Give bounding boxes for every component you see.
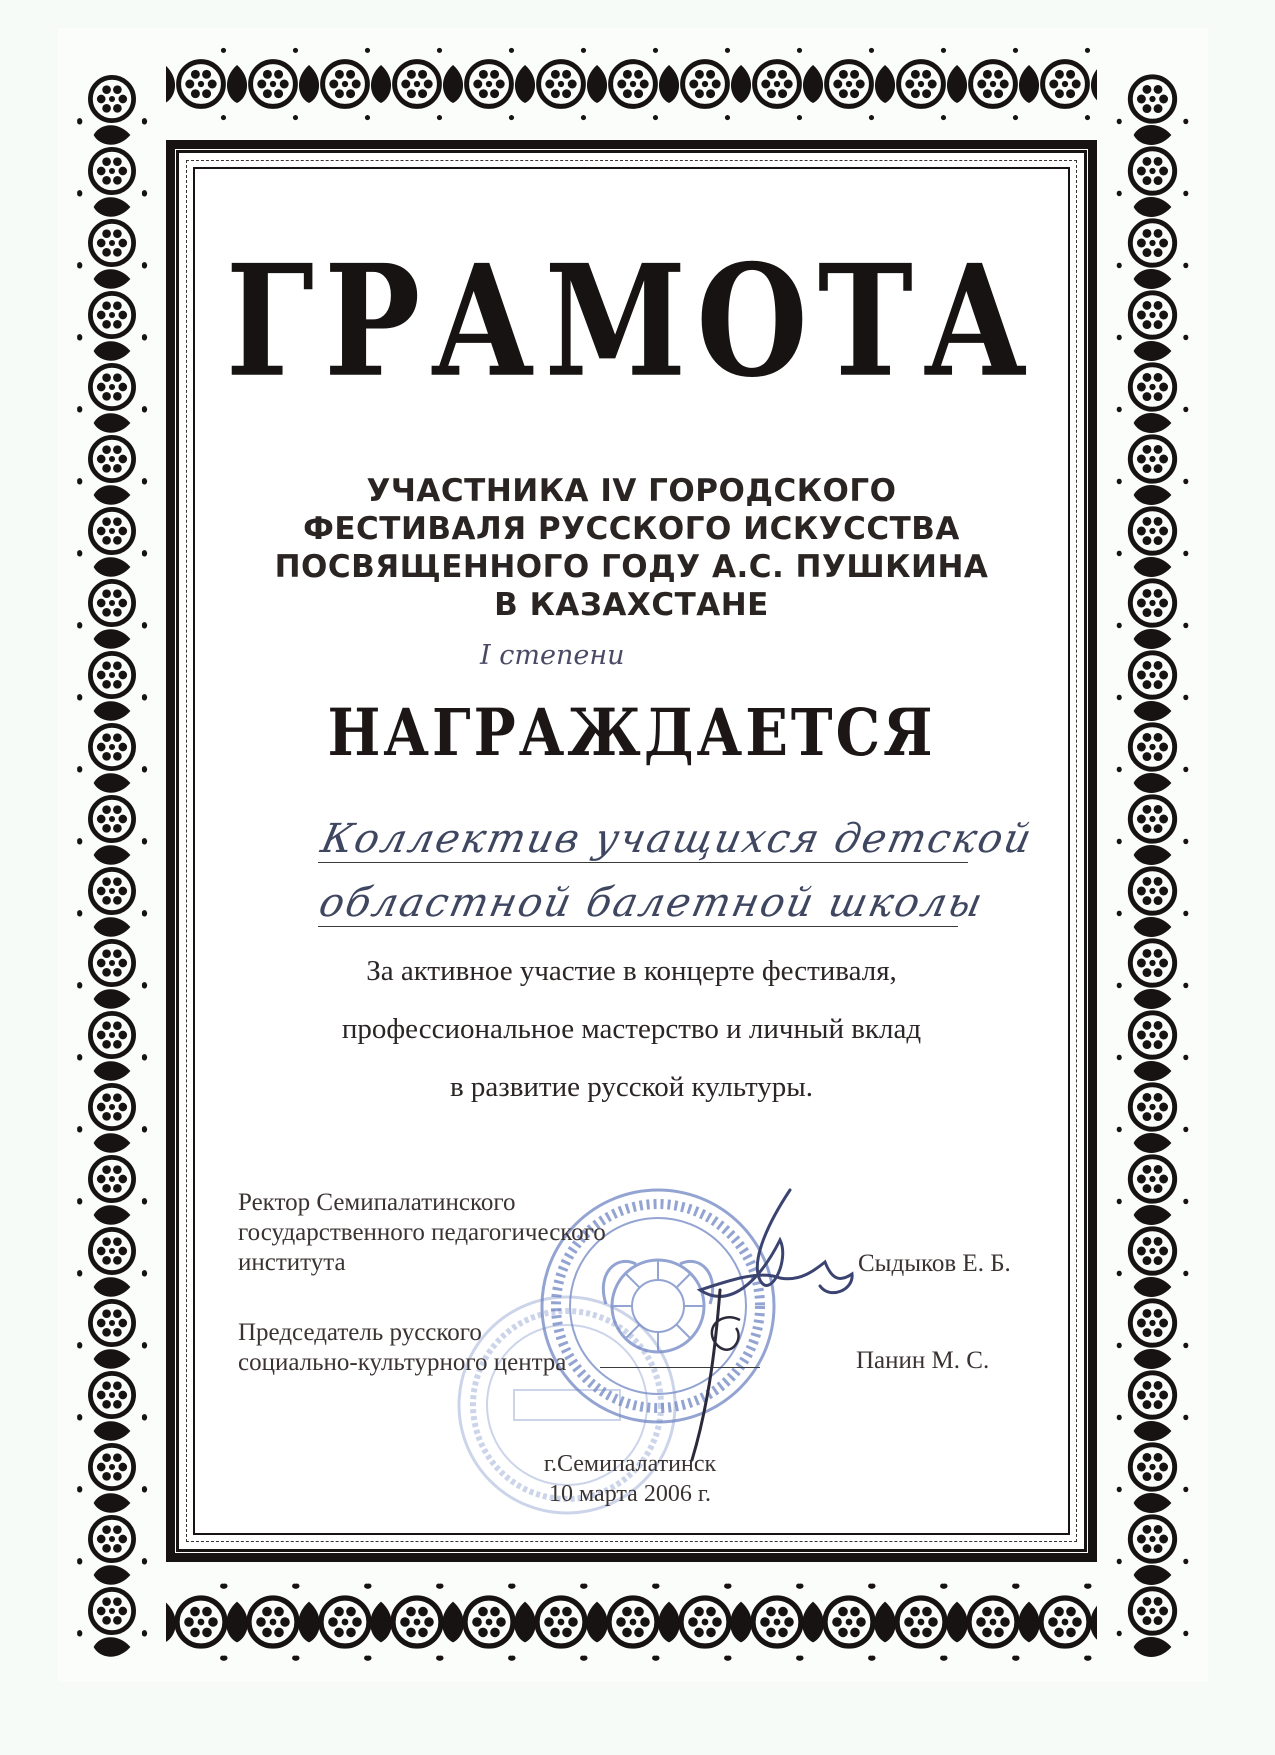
subtitle-line: В КАЗАХСТАНЕ — [494, 587, 769, 623]
reason-line: в развитие русской культуры. — [449, 1071, 814, 1103]
subtitle-line: УЧАСТНИКА IV ГОРОДСКОГО — [366, 473, 897, 509]
place: г.Семипалатинск — [543, 1451, 717, 1477]
place-and-date — [520, 1449, 740, 1509]
recipient-underline — [318, 862, 968, 863]
rector-name: Сыдыков Е. Б. — [858, 1250, 1011, 1277]
recipient-line: областной балетной школы — [315, 880, 989, 926]
certificate-subtitle — [193, 472, 1070, 624]
certificate-title: ГРАМОТА — [225, 232, 1038, 412]
chair-title-line: Председатель русского — [238, 1319, 482, 1346]
date: 10 марта 2006 г. — [549, 1481, 711, 1507]
chair-title-line: социально-культурного центра — [238, 1349, 567, 1376]
award-reason — [193, 942, 1070, 1116]
reason-line: профессиональное мастерство и личный вклад — [341, 1013, 922, 1045]
ornament-border-left — [58, 28, 166, 1682]
rector-title-line: Ректор Семипалатинского — [238, 1189, 516, 1216]
rector-title-line: государственного педагогического — [238, 1219, 606, 1246]
recipient-line: Коллектив учащихся детской — [317, 816, 1038, 862]
handwritten-degree: I степени — [480, 640, 625, 671]
awarded-heading: НАГРАЖДАЕТСЯ — [327, 695, 936, 771]
subtitle-line: ПОСВЯЩЕННОГО ГОДУ А.С. ПУШКИНА — [274, 549, 989, 585]
rector-title-line: института — [238, 1249, 346, 1276]
ornament-border-right — [1097, 28, 1208, 1682]
ornament-border-top — [58, 28, 1208, 140]
reason-line: За активное участие в концерте фестиваля, — [366, 955, 897, 987]
ornament-border-bottom — [58, 1562, 1208, 1682]
subtitle-line: ФЕСТИВАЛЯ РУССКОГО ИСКУССТВА — [303, 511, 960, 547]
handwritten-signature — [640, 1170, 920, 1470]
chair-name: Панин М. С. — [856, 1347, 990, 1374]
recipient-underline — [318, 926, 958, 927]
